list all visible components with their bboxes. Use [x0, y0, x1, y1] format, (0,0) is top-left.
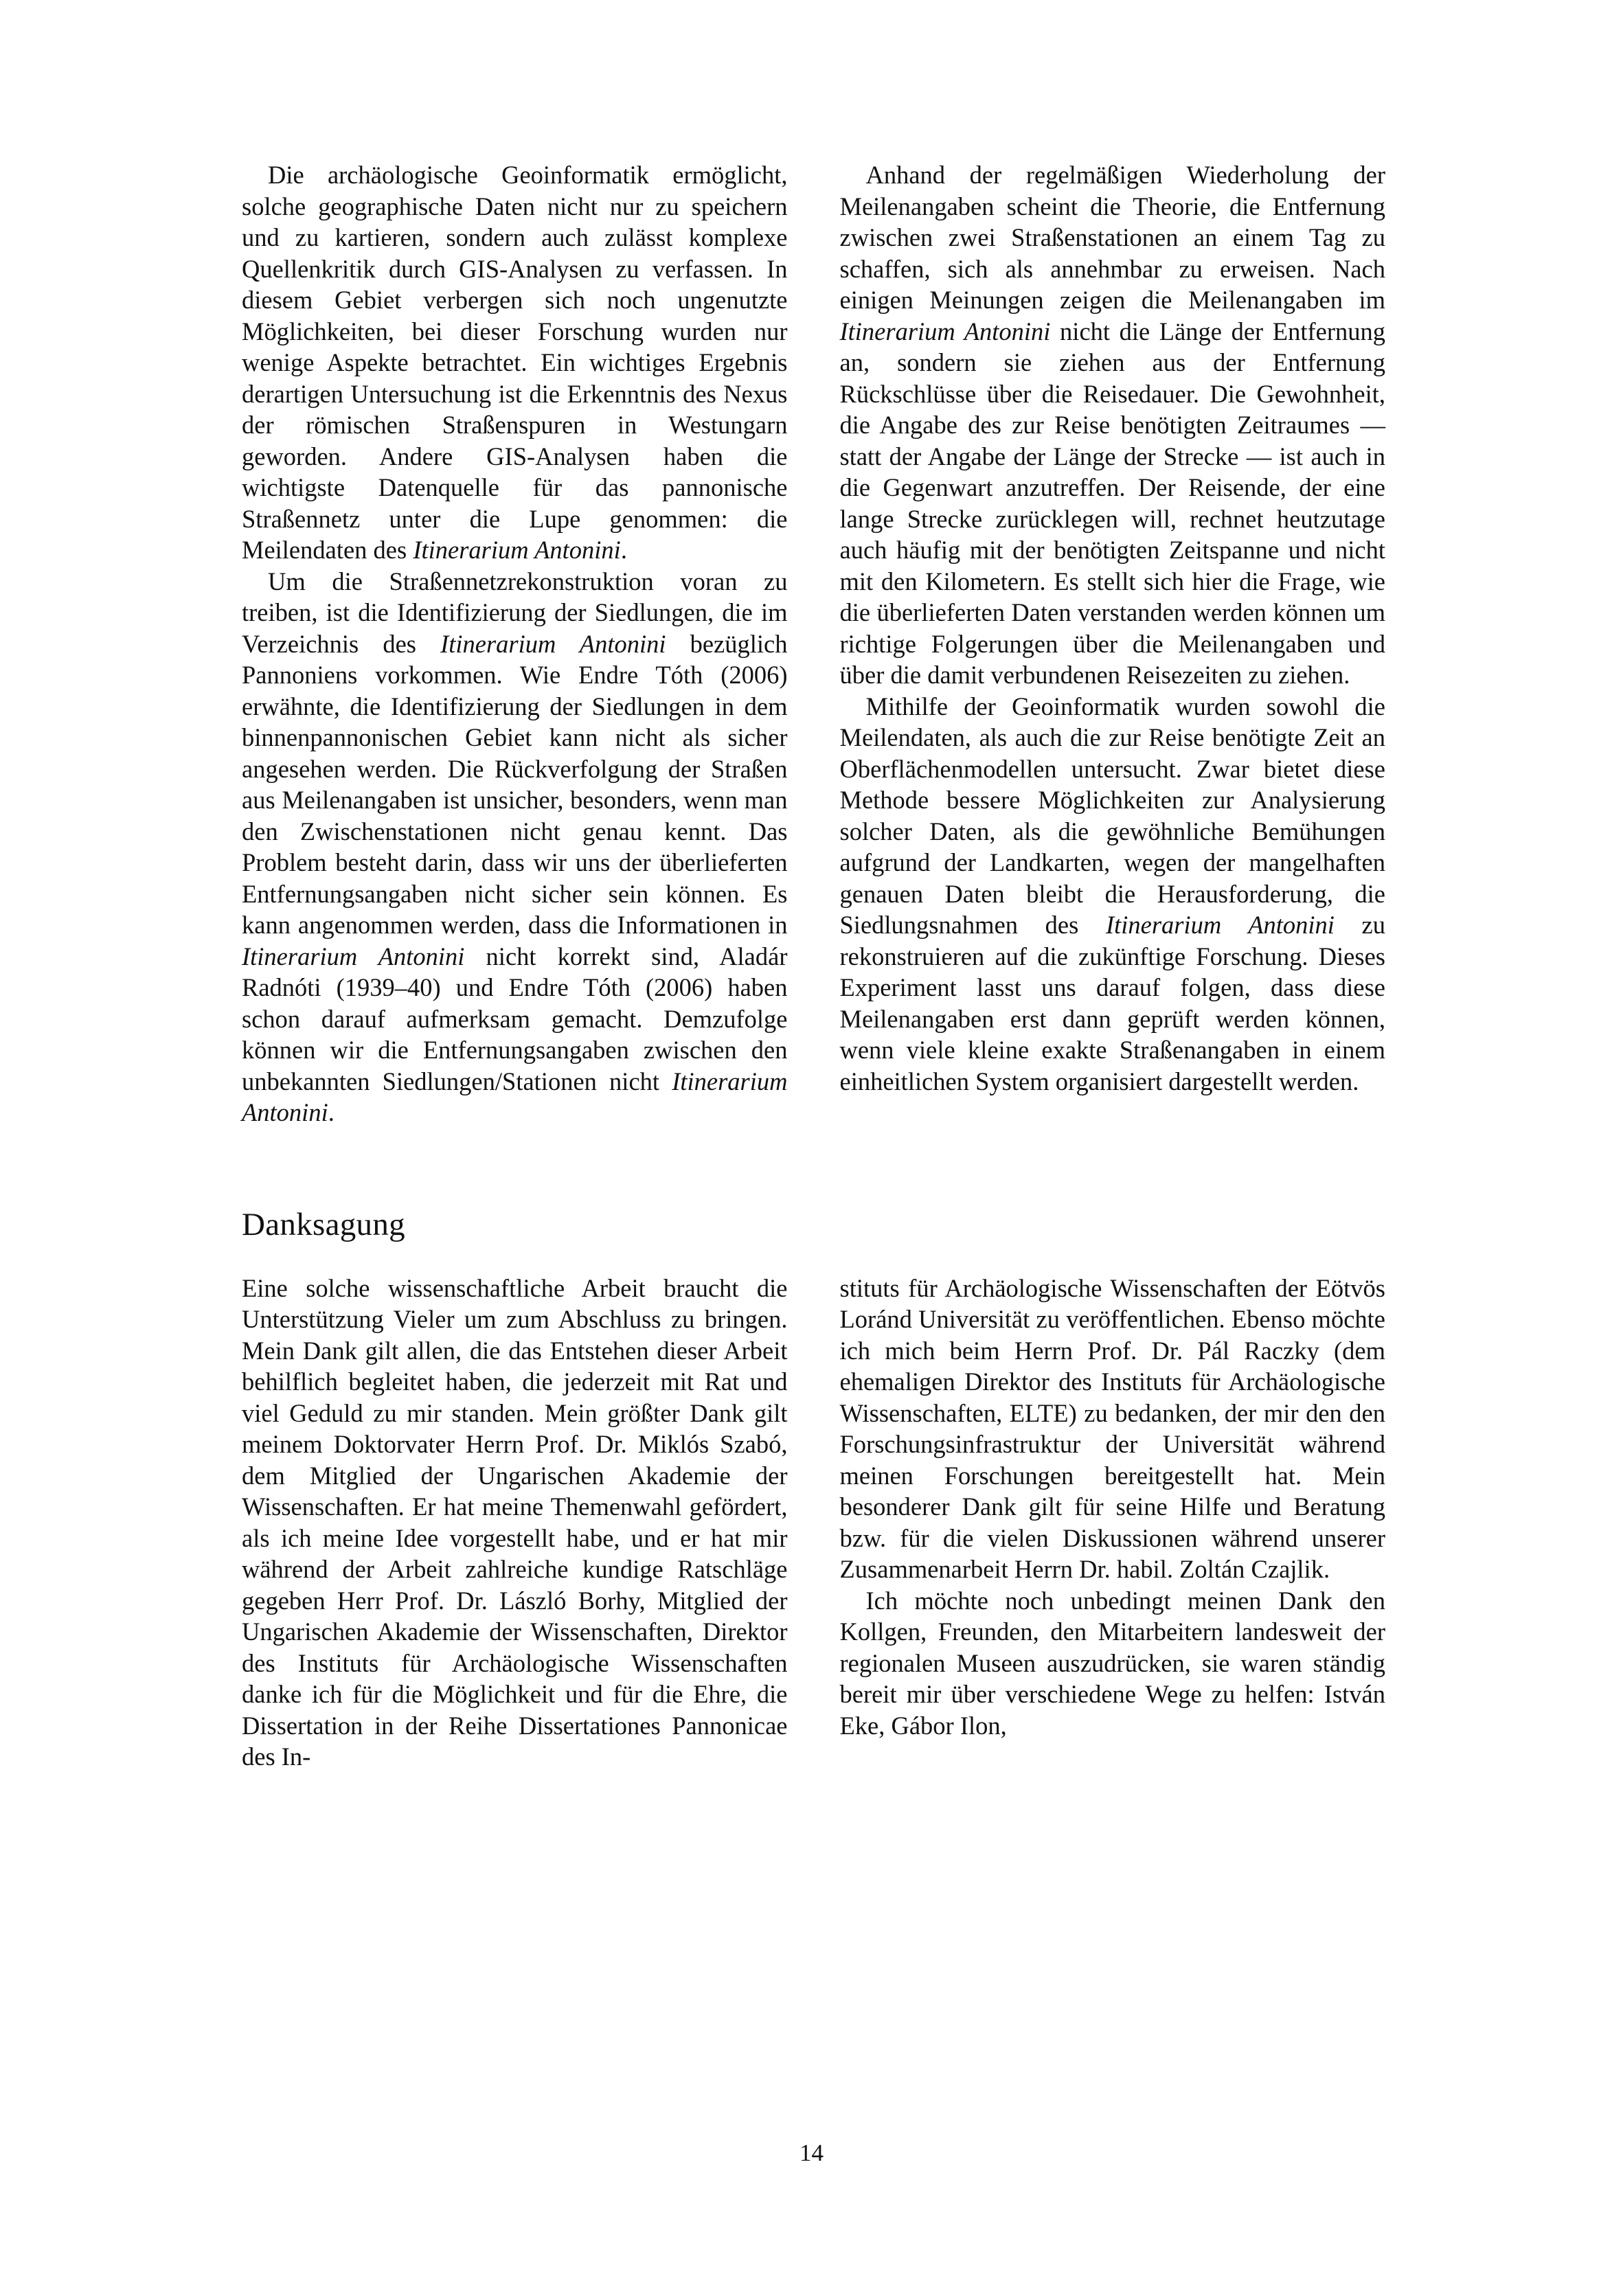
text-run: Um die Straßennetzrekonstruktion voran zu treiben, ist die Identifizierung der Siedlungen, die im Verzeichnis des	[242, 567, 788, 658]
text-run: Ich möchte noch unbedingt meinen Dank den Kollgen, Freunden, den Mitarbeitern landesweit der regionalen Museen auszudrücken, sie waren ständig bereit mir über verschiedene Wege zu helfen: István Eke, Gábor Ilon,	[839, 1586, 1385, 1740]
italic-title-run: Itinerarium Antonini	[1105, 911, 1335, 939]
text-run: .	[620, 536, 627, 564]
acknowledgement-heading-wrapper	[242, 1205, 1385, 1244]
page-number: 14	[799, 2139, 824, 2166]
right-column-bottom	[840, 1273, 1386, 1742]
paragraph-block-right-bottom	[840, 1273, 1386, 1742]
italic-title-run: Itinerarium Antonini	[413, 536, 621, 564]
italic-title-run: Itinerarium Antonini	[242, 942, 465, 970]
body-paragraph	[840, 1273, 1386, 1585]
right-column-top	[840, 159, 1386, 1097]
body-paragraph	[840, 159, 1386, 691]
top-columns	[242, 159, 1385, 1128]
left-column-top	[242, 159, 788, 1128]
text-run: Mithilfe der Geoinformatik wurden sowohl die Meilendaten, als auch die zur Reise benötigte Zeit an Oberflächenmodellen untersucht. Zwar bietet diese Methode bessere Möglichkeiten zur Analysierung solcher Daten, als die gewöhnliche Bemühungen aufgrund der Landkarten, wegen der mangelhaften genauen Daten bleibt die Herausforderung, die Siedlungsnahmen des	[839, 692, 1385, 939]
text-run: stituts für Archäologische Wissenschaften der Eötvös Loránd Universität zu veröffentlichen. Ebenso möchte ich mich beim Herrn Prof. Dr. Pál Raczky (dem ehemaligen Direktor des Instituts für Archäologische Wissenschaften, ELTE) zu bedanken, der mir den den Forschungsinfrastruktur der Universität während meinen Forschungen bereitgestellt hat. Mein besonderer Dank gilt für seine Hilfe und Beratung bzw. für die vielen Diskussionen während unserer Zusammenarbeit Herrn Dr. habil. Zoltán Czajlik.	[839, 1273, 1385, 1583]
italic-title-run: Itinerarium Antonini	[242, 1067, 788, 1126]
paragraph-block-right-top	[840, 159, 1386, 1097]
paragraph-block-left-top	[242, 159, 788, 1128]
body-paragraph	[242, 1273, 788, 1773]
body-paragraph	[242, 159, 788, 566]
left-column-bottom	[242, 1273, 788, 1773]
paragraph-block-left-bottom	[242, 1273, 788, 1773]
text-run: Die archäologische Geoinformatik ermöglicht, solche geographische Daten nicht nur zu speichern und zu kartieren, sondern auch zulässt komplexe Quellenkritik durch GIS-Analysen zu verfassen. In diesem Gebiet verbergen sich noch ungenutzte Möglichkeiten, bei dieser Forschung wurden nur wenige Aspekte betrachtet. Ein wichtiges Ergebnis derartigen Untersuchung ist die Erkenntnis des Nexus der römischen Straßenspuren in Westungarn geworden. Andere GIS-Analysen haben die wichtigste Datenquelle für das pannonische Straßennetz unter die Lupe genommen: die Meilendaten des	[242, 161, 788, 564]
text-run: nicht die Länge der Entfernung an, sondern sie ziehen aus der Entfernung Rückschlüsse über die Reisedauer. Die Gewohnheit, die Angabe des zur Reise benötigten Zeitraumes — statt der Angabe der Länge der Strecke — ist auch in die Gegenwart anzutreffen. Der Reisende, der eine lange Strecke zurücklegen will, rechnet heutzutage auch häufig mit der benötigten Zeitspanne und nicht mit den Kilometern. Es stellt sich hier die Frage, wie die überlieferten Daten verstanden werden können um richtige Folgerungen über die Meilenangaben und über die damit verbundenen Reisezeiten zu ziehen.	[839, 317, 1385, 689]
italic-title-run: Itinerarium Antonini	[839, 317, 1051, 345]
section-heading-danksagung: Danksagung	[242, 1206, 405, 1242]
body-paragraph	[840, 691, 1386, 1098]
text-run: nicht korrekt sind, Aladár Radnóti (1939–40) und Endre Tóth (2006) haben schon darauf aufmerksam gemacht. Demzufolge können wir die Entfernungsangaben zwischen den unbekannten Siedlungen/Stationen nicht	[242, 942, 788, 1095]
text-run: bezüglich Pannoniens vorkommen. Wie Endre Tóth (2006) erwähnte, die Identifizierung der Siedlungen in dem binnenpannonischen Gebiet kann nicht als sicher angesehen werden. Die Rückverfolgung der Straßen aus Meilenangaben ist unsicher, besonders, wenn man den Zwischenstationen nicht genau kennt. Das Problem besteht darin, dass wir uns der überlieferten Entfernungsangaben nicht sicher sein können. Es kann angenommen werden, dass die Informationen in	[242, 629, 788, 939]
text-run: Anhand der regelmäßigen Wiederholung der Meilenangaben scheint die Theorie, die Entfernung zwischen zwei Straßenstationen an einem Tag zu schaffen, sich als annehmbar zu erweisen. Nach einigen Meinungen zeigen die Meilenangaben im	[839, 161, 1385, 314]
body-paragraph	[242, 566, 788, 1128]
italic-title-run: Itinerarium Antonini	[440, 629, 666, 658]
bottom-columns	[242, 1273, 1385, 1773]
text-run: Eine solche wissenschaftliche Arbeit braucht die Unterstützung Vieler um zum Abschluss zu bringen. Mein Dank gilt allen, die das Entstehen dieser Arbeit behilflich begleitet haben, die jederzeit mit Rat und viel Geduld zu mir standen. Mein größter Dank gilt meinem Doktorvater Herrn Prof. Dr. Miklós Szabó, dem Mitglied der Ungarischen Akademie der Wissenschaften. Er hat meine Themenwahl gefördert, als ich meine Idee vorgestellt habe, und er hat mir während der Arbeit zahlreiche kundige Ratschläge gegeben Herr Prof. Dr. László Borhy, Mitglied der Ungarischen Akademie der Wissenschaften, Direktor des Instituts für Archäologische Wissenschaften danke ich für die Möglichkeit und für die Ehre, die Dissertation in der Reihe Dissertationes Pannonicae des In-	[242, 1273, 788, 1771]
text-run: .	[328, 1098, 334, 1126]
text-run: zu rekonstruieren auf die zukünftige Forschung. Dieses Experiment lasst uns darauf folgen, dass diese Meilenangaben erst dann geprüft werden können, wenn viele kleine exakte Straßenangaben in einem einheitlichen System organisiert dargestellt werden.	[839, 911, 1385, 1095]
body-paragraph	[840, 1585, 1386, 1742]
page-content	[242, 159, 1385, 1773]
